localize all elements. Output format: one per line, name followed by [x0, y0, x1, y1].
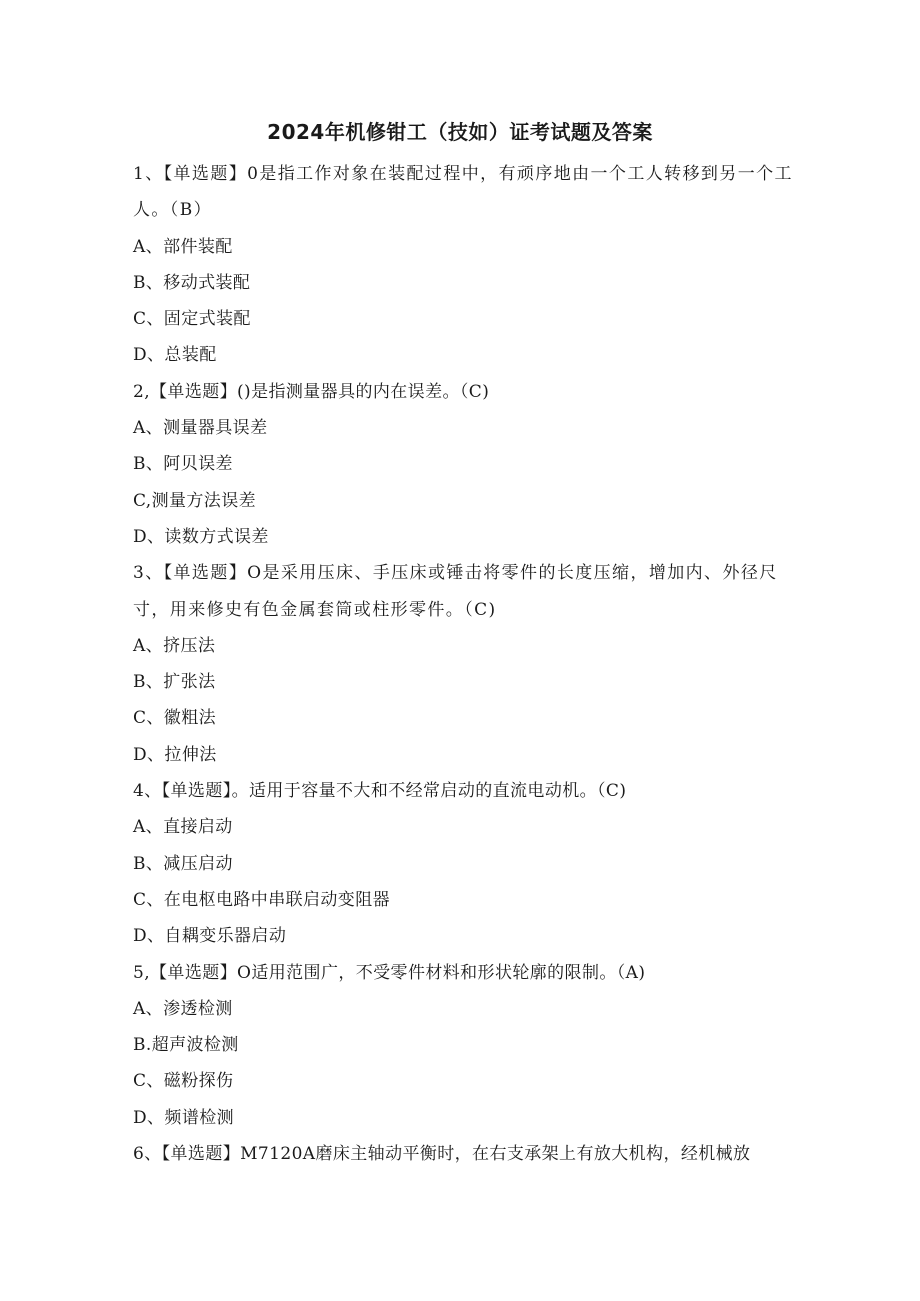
question-stem: 1、【单选题】0是指工作对象在装配过程中，有顽序地由一个工人转移到另一个工人。（B）	[133, 164, 793, 221]
question-stem: 3、【单选题】O是采用压床、手压床或锤击将零件的长度压缩，增加内、外径尺寸，用来修史有色金属套筒或柱形零件。（C)	[133, 563, 778, 620]
option-d: D、总装配	[133, 345, 217, 366]
option-b: B、阿贝误差	[133, 454, 233, 475]
option-c: C、徽粗法	[133, 708, 217, 729]
option-d: D、拉伸法	[133, 744, 217, 765]
question-stem: 4、【单选题】。适用于容量不大和不经常启动的直流电动机。（C)	[133, 781, 627, 802]
option-c: C、固定式装配	[133, 309, 251, 330]
option-b: B、移动式装配	[133, 272, 251, 293]
option-a: A、测量器具误差	[133, 418, 268, 439]
option-c: C、磁粉探伤	[133, 1071, 234, 1092]
option-a: A、挤压法	[133, 635, 216, 656]
question-stem: 2,【单选题】()是指测量器具的内在误差。（C)	[133, 381, 490, 402]
option-d: D、频谱检测	[133, 1107, 235, 1128]
option-b: B、扩张法	[133, 672, 216, 693]
option-a: A、渗透检测	[133, 998, 233, 1019]
option-d: D、自耦变乐器启动	[133, 926, 287, 947]
option-b: B、减压启动	[133, 853, 233, 874]
question-list	[133, 156, 793, 1172]
question-stem: 6、【单选题】M7120A磨床主轴动平衡时，在右支承架上有放大机构，经机械放	[133, 1144, 751, 1165]
option-b: B.超声波检测	[133, 1035, 239, 1056]
question-stem: 5,【单选题】O适用范围广，不受零件材料和形状轮廓的限制。（A)	[133, 962, 646, 983]
option-c: C、在电枢电路中串联启动变阻器	[133, 889, 391, 910]
option-a: A、部件装配	[133, 236, 233, 257]
option-a: A、直接启动	[133, 817, 233, 838]
option-d: D、读数方式误差	[133, 526, 269, 547]
option-c: C,测量方法误差	[133, 490, 257, 511]
document-title: 2024年机修钳工（技如）证考试题及答案	[267, 120, 653, 144]
